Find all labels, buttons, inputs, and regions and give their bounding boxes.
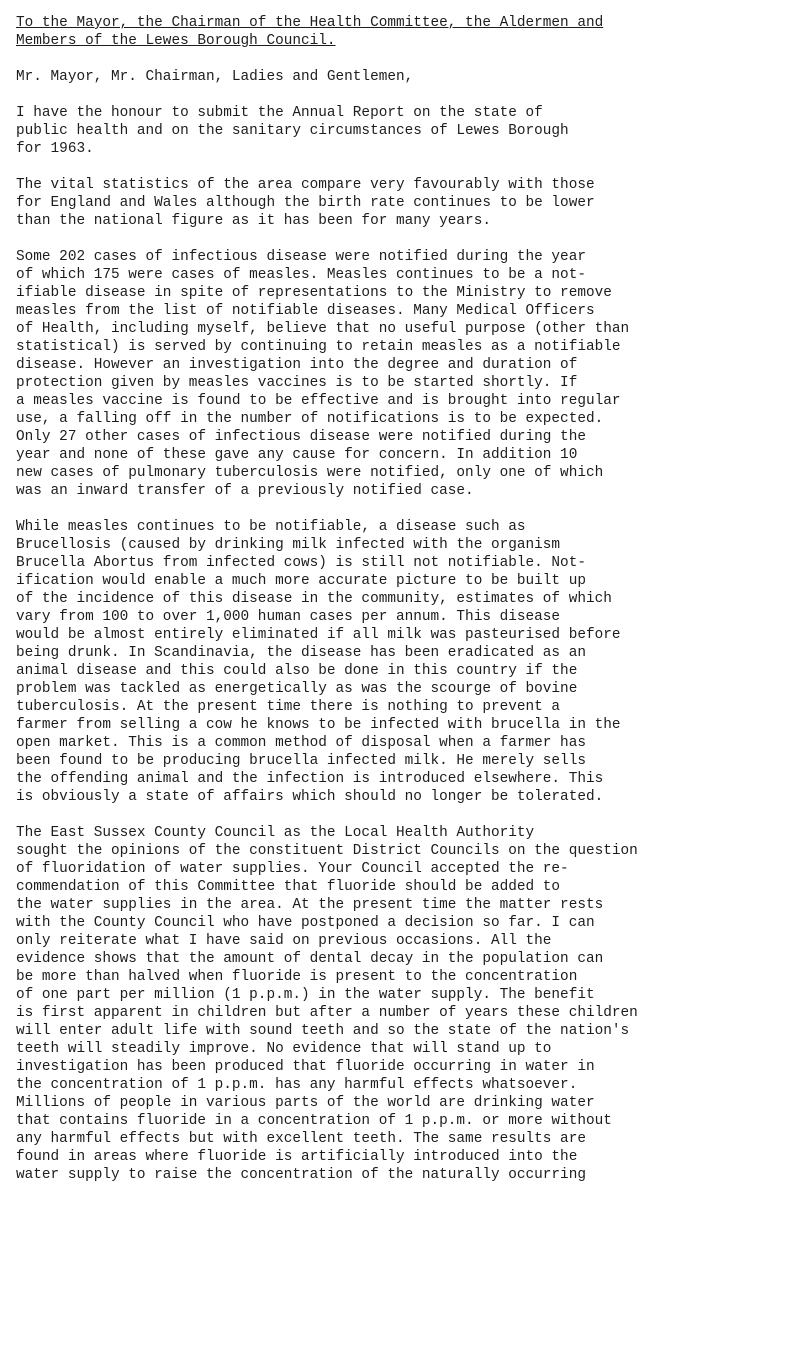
paragraph-line: of Health, including myself, believe that no useful purpose (other than — [16, 321, 630, 337]
paragraph-line: public health and on the sanitary circumstances of Lewes Borough — [16, 123, 569, 139]
paragraph-line: is obviously a state of affairs which should no longer be tolerated. — [16, 789, 604, 805]
paragraph-line: ification would enable a much more accurate picture to be built up — [16, 573, 586, 589]
heading-line: To the Mayor, the Chairman of the Health Committee, the Aldermen and — [16, 15, 604, 31]
paragraph-line: than the national figure as it has been for many years. — [16, 213, 491, 229]
paragraph-line: new cases of pulmonary tuberculosis were notified, only one of which — [16, 465, 604, 481]
paragraph-line: a measles vaccine is found to be effective and is brought into regular — [16, 393, 621, 409]
paragraph-line: of which 175 were cases of measles. Measles continues to be a not- — [16, 267, 586, 283]
paragraph-line: I have the honour to submit the Annual Report on the state of — [16, 105, 543, 121]
paragraph-line: investigation has been produced that fluoride occurring in water in — [16, 1059, 595, 1075]
paragraph-line: problem was tackled as energetically as was the scourge of bovine — [16, 681, 578, 697]
paragraph-line: that contains fluoride in a concentration of 1 p.p.m. or more without — [16, 1113, 612, 1129]
paragraph-line: vary from 100 to over 1,000 human cases per annum. This disease — [16, 609, 561, 625]
paragraph-line: water supply to raise the concentration of the naturally occurring — [16, 1167, 586, 1183]
paragraph-line: be more than halved when fluoride is present to the concentration — [16, 969, 578, 985]
paragraph-line: tuberculosis. At the present time there is nothing to prevent a — [16, 699, 561, 715]
paragraph-line: protection given by measles vaccines is to be started shortly. If — [16, 375, 578, 391]
paragraph-3 — [16, 248, 790, 500]
paragraph-line: the water supplies in the area. At the present time the matter rests — [16, 897, 604, 913]
salutation: Mr. Mayor, Mr. Chairman, Ladies and Gentlemen, — [16, 69, 414, 85]
paragraph-line: The East Sussex County Council as the Local Health Authority — [16, 825, 535, 841]
paragraph-2 — [16, 176, 790, 230]
paragraph-line: statistical) is served by continuing to retain measles as a notifiable — [16, 339, 621, 355]
paragraph-line: of the incidence of this disease in the community, estimates of which — [16, 591, 612, 607]
paragraph-line: found in areas where fluoride is artificially introduced into the — [16, 1149, 578, 1165]
paragraph-line: While measles continues to be notifiable, a disease such as — [16, 519, 526, 535]
paragraph-line: being drunk. In Scandinavia, the disease has been eradicated as an — [16, 645, 586, 661]
report-body — [16, 104, 790, 1184]
paragraph-line: evidence shows that the amount of dental decay in the population can — [16, 951, 604, 967]
paragraph-line: the concentration of 1 p.p.m. has any harmful effects whatsoever. — [16, 1077, 578, 1093]
paragraph-line: of fluoridation of water supplies. Your Council accepted the re- — [16, 861, 569, 877]
paragraph-4 — [16, 518, 790, 806]
paragraph-line: would be almost entirely eliminated if all milk was pasteurised before — [16, 627, 621, 643]
paragraph-line: of one part per million (1 p.p.m.) in the water supply. The benefit — [16, 987, 595, 1003]
paragraph-line: measles from the list of notifiable diseases. Many Medical Officers — [16, 303, 595, 319]
paragraph-line: Brucella Abortus from infected cows) is still not notifiable. Not- — [16, 555, 586, 571]
paragraph-line: open market. This is a common method of disposal when a farmer has — [16, 735, 586, 751]
paragraph-line: ifiable disease in spite of representations to the Ministry to remove — [16, 285, 612, 301]
paragraph-5 — [16, 824, 790, 1184]
paragraph-line: been found to be producing brucella infected milk. He merely sells — [16, 753, 586, 769]
paragraph-line: the offending animal and the infection is introduced elsewhere. This — [16, 771, 604, 787]
paragraph-line: was an inward transfer of a previously notified case. — [16, 483, 474, 499]
paragraph-line: use, a falling off in the number of notifications is to be expected. — [16, 411, 604, 427]
paragraph-line: any harmful effects but with excellent teeth. The same results are — [16, 1131, 586, 1147]
heading-line: Members of the Lewes Borough Council. — [16, 33, 336, 49]
paragraph-line: will enter adult life with sound teeth and so the state of the nation's — [16, 1023, 630, 1039]
paragraph-line: for England and Wales although the birth rate continues to be lower — [16, 195, 595, 211]
paragraph-line: Millions of people in various parts of the world are drinking water — [16, 1095, 595, 1111]
paragraph-line: only reiterate what I have said on previous occasions. All the — [16, 933, 552, 949]
paragraph-line: The vital statistics of the area compare very favourably with those — [16, 177, 595, 193]
paragraph-line: Brucellosis (caused by drinking milk infected with the organism — [16, 537, 561, 553]
paragraph-line: Some 202 cases of infectious disease were notified during the year — [16, 249, 586, 265]
paragraph-line: sought the opinions of the constituent District Councils on the question — [16, 843, 638, 859]
paragraph-line: teeth will steadily improve. No evidence that will stand up to — [16, 1041, 552, 1057]
paragraph-line: year and none of these gave any cause for concern. In addition 10 — [16, 447, 578, 463]
address-heading — [16, 14, 790, 50]
paragraph-line: disease. However an investigation into the degree and duration of — [16, 357, 578, 373]
paragraph-line: with the County Council who have postponed a decision so far. I can — [16, 915, 595, 931]
paragraph-line: Only 27 other cases of infectious disease were notified during the — [16, 429, 586, 445]
paragraph-line: for 1963. — [16, 141, 94, 157]
paragraph-1 — [16, 104, 790, 158]
paragraph-line: is first apparent in children but after a number of years these children — [16, 1005, 638, 1021]
paragraph-line: farmer from selling a cow he knows to be infected with brucella in the — [16, 717, 621, 733]
paragraph-line: animal disease and this could also be done in this country if the — [16, 663, 578, 679]
paragraph-line: commendation of this Committee that fluoride should be added to — [16, 879, 561, 895]
